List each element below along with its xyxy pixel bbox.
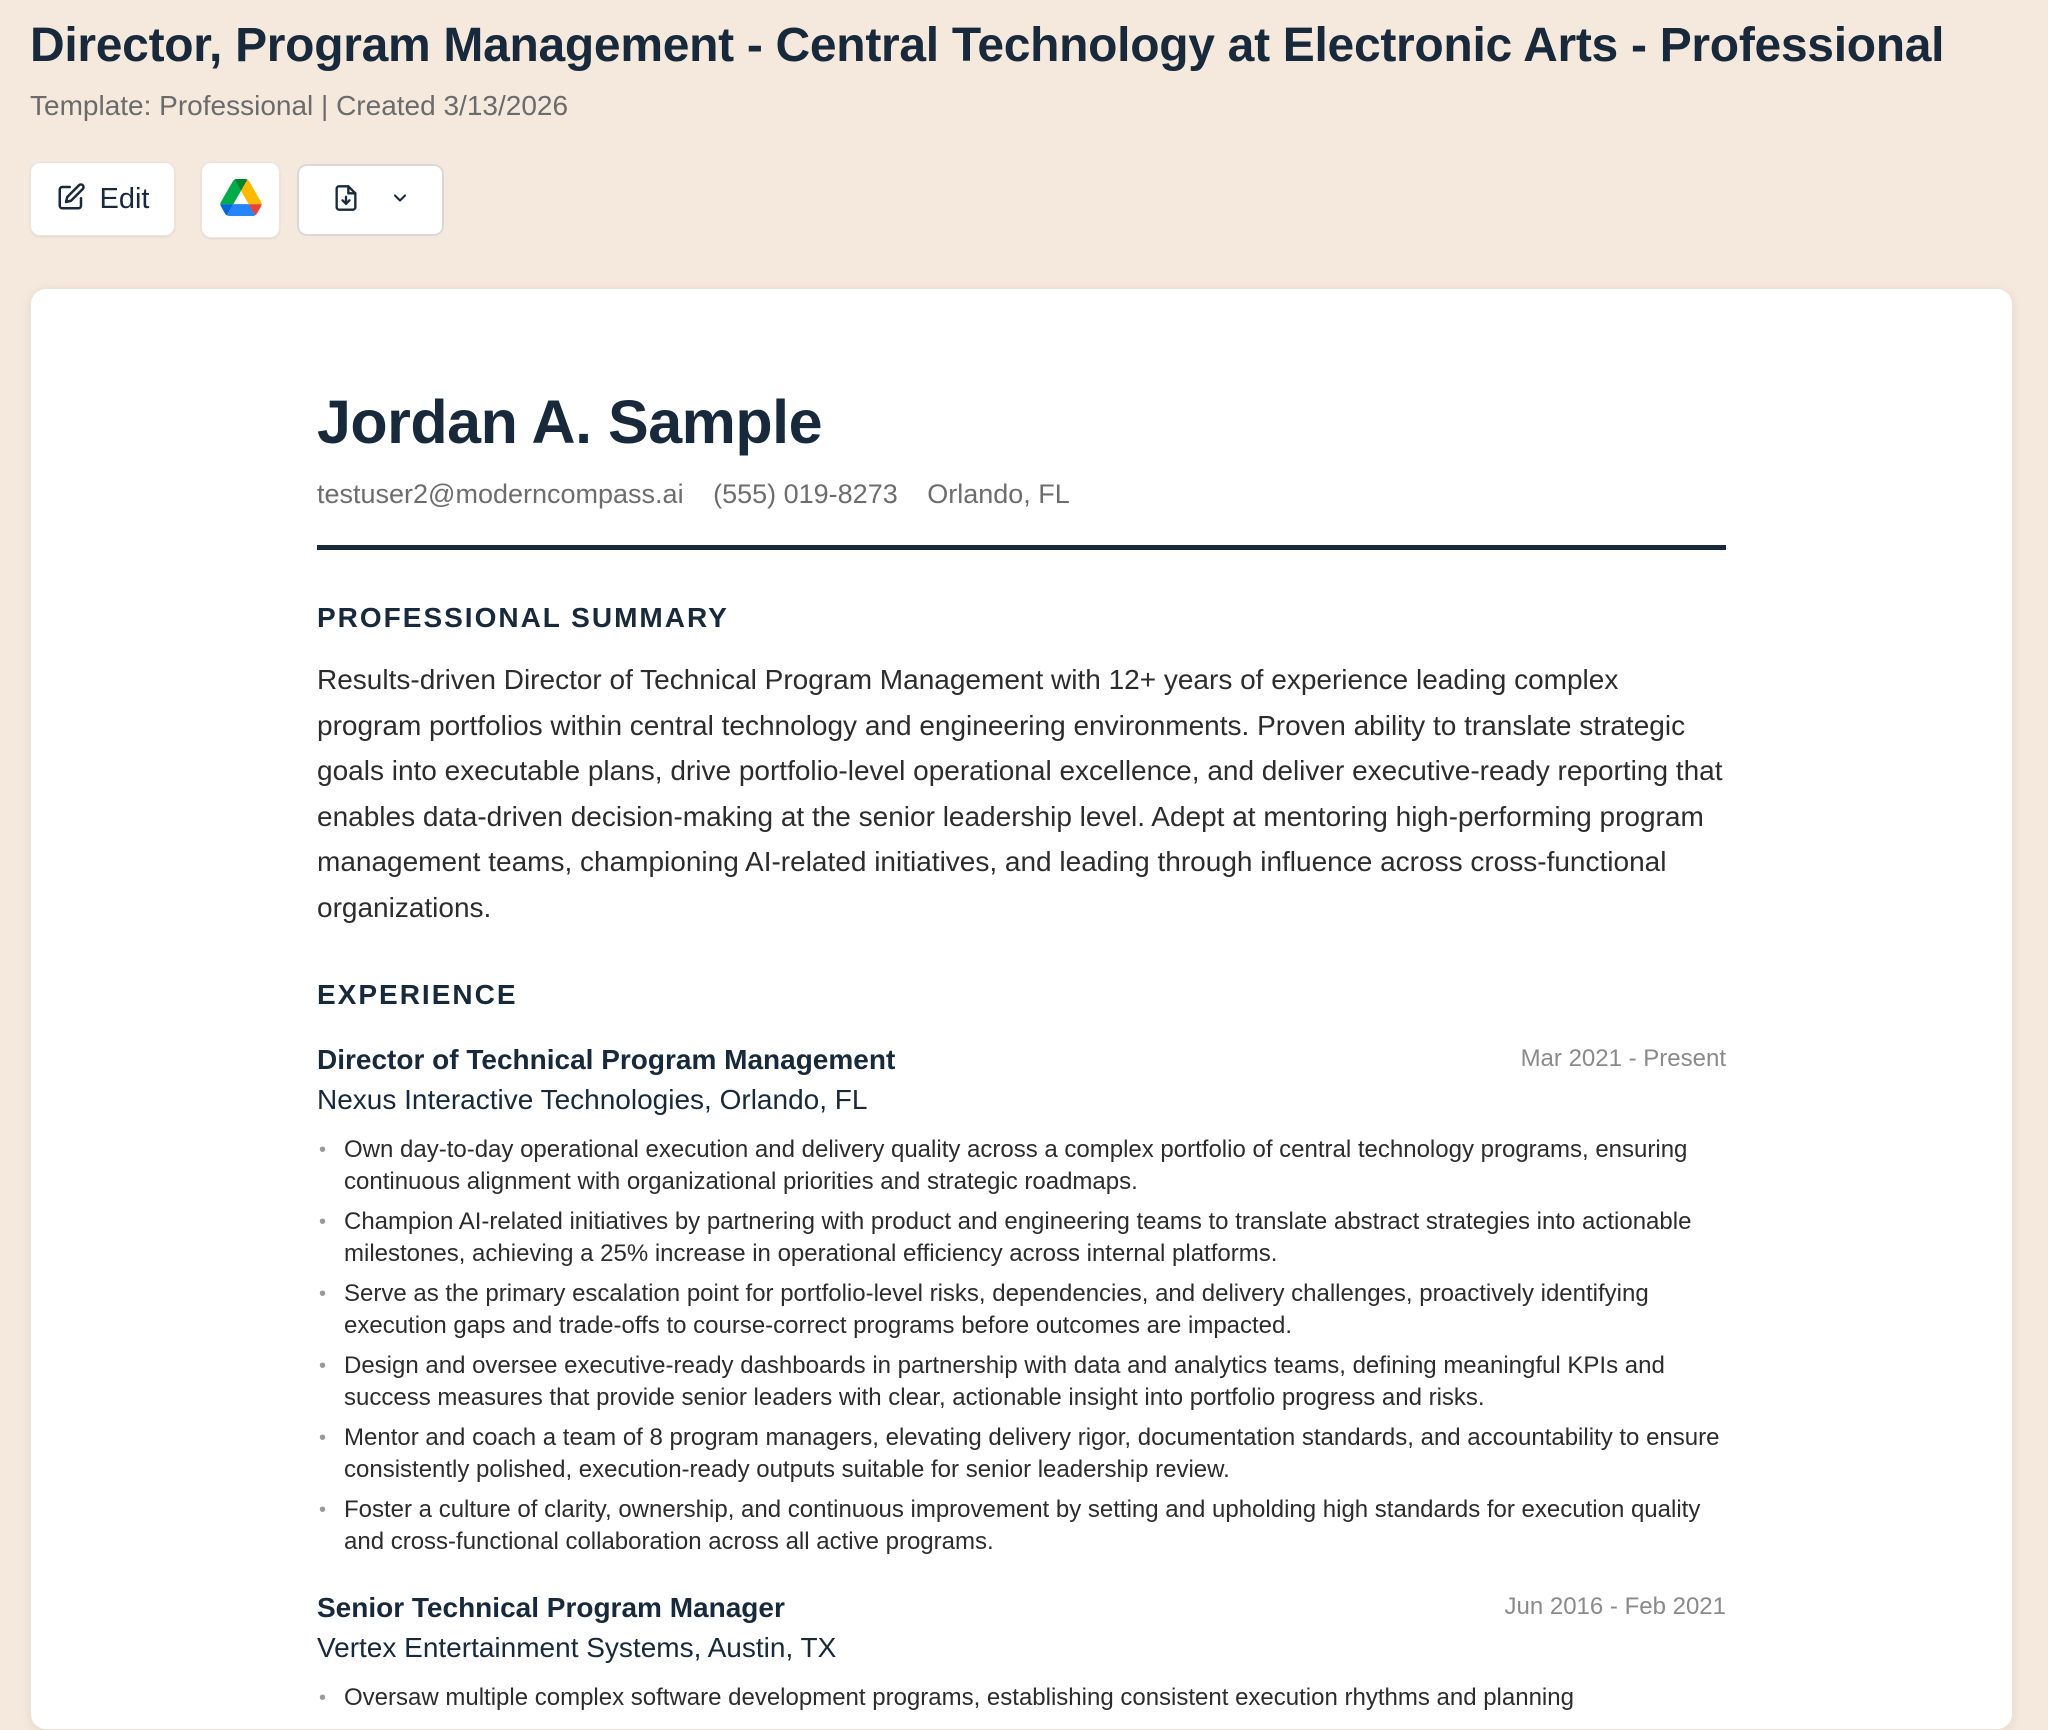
job-company: Nexus Interactive Technologies, Orlando, FL <box>317 1084 868 1115</box>
bullet-item: • Design and oversee executive-ready dashboards in partnership with data and analytics teams, defining meaningful KPIs and success measures that provide senior leaders with clear, actionable insight into portfolio progress and risks. <box>317 1350 1726 1414</box>
resume-name: Jordan A. Sample <box>317 388 822 456</box>
page-title: Director, Program Management - Central Technology at Electronic Arts - Professional <box>30 19 1945 72</box>
summary-text: Results-driven Director of Technical Program Management with 12+ years of experience leading complex program portfolios within central technology and engineering environments. Proven ability to translate strategic goals into executable plans, drive portfolio-level operational excellence, and deliver executive-ready reporting that enables data-driven decision-making at the senior leadership level. Adept at mentoring high-performing program management teams, championing AI-related initiatives, and leading through influence across cross-functional organizations. <box>317 664 1723 923</box>
job-dates: Mar 2021 - Present <box>1520 1045 1726 1072</box>
experience-heading: EXPERIENCE <box>317 979 518 1010</box>
job-dates: Jun 2016 - Feb 2021 <box>1504 1593 1726 1620</box>
bullet-item: • Foster a culture of clarity, ownership, and continuous improvement by setting and upholding high standards for execution quality and cross-functional collaboration across all active programs. <box>317 1494 1726 1558</box>
google-drive-icon <box>220 179 262 221</box>
chevron-down-icon <box>390 188 410 213</box>
resume-preview-card <box>30 288 2013 1730</box>
file-download-icon <box>332 184 360 217</box>
contact-email: testuser2@moderncompass.ai <box>317 479 684 509</box>
job-bullets <box>317 1134 1726 1566</box>
contact-line <box>317 479 1092 510</box>
edit-button[interactable] <box>30 162 175 236</box>
page-subtitle: Template: Professional | Created 3/13/2026 <box>30 90 569 121</box>
job-company: Vertex Entertainment Systems, Austin, TX <box>317 1632 837 1663</box>
pencil-square-icon <box>56 182 86 217</box>
contact-phone: (555) 019-8273 <box>713 479 898 509</box>
bullet-item: • Oversaw multiple complex software development programs, establishing consistent execution rhythms and planning <box>317 1682 1726 1714</box>
job-bullets <box>317 1682 1726 1722</box>
bullet-item: • Champion AI-related initiatives by partnering with product and engineering teams to translate abstract strategies into actionable milestones, achieving a 25% increase in operational efficiency across internal platforms. <box>317 1206 1726 1270</box>
bullet-item: • Serve as the primary escalation point for portfolio-level risks, dependencies, and delivery challenges, proactively identifying execution gaps and trade-offs to course-correct programs before outcomes are impacted. <box>317 1278 1726 1342</box>
edit-button-label: Edit <box>99 182 150 215</box>
header-divider <box>317 545 1726 550</box>
google-drive-button[interactable] <box>201 162 280 238</box>
export-dropdown-button[interactable] <box>297 164 444 236</box>
job-title: Director of Technical Program Management <box>317 1044 896 1075</box>
bullet-item: • Own day-to-day operational execution and delivery quality across a complex portfolio of central technology programs, ensuring continuous alignment with organizational priorities and strategic roadmaps. <box>317 1134 1726 1198</box>
contact-location: Orlando, FL <box>927 479 1070 509</box>
job-title: Senior Technical Program Manager <box>317 1592 785 1623</box>
bullet-item: • Mentor and coach a team of 8 program managers, elevating delivery rigor, documentation standards, and accountability to ensure consistently polished, execution-ready outputs suitable for senior leadership review. <box>317 1422 1726 1486</box>
summary-heading: PROFESSIONAL SUMMARY <box>317 602 729 633</box>
